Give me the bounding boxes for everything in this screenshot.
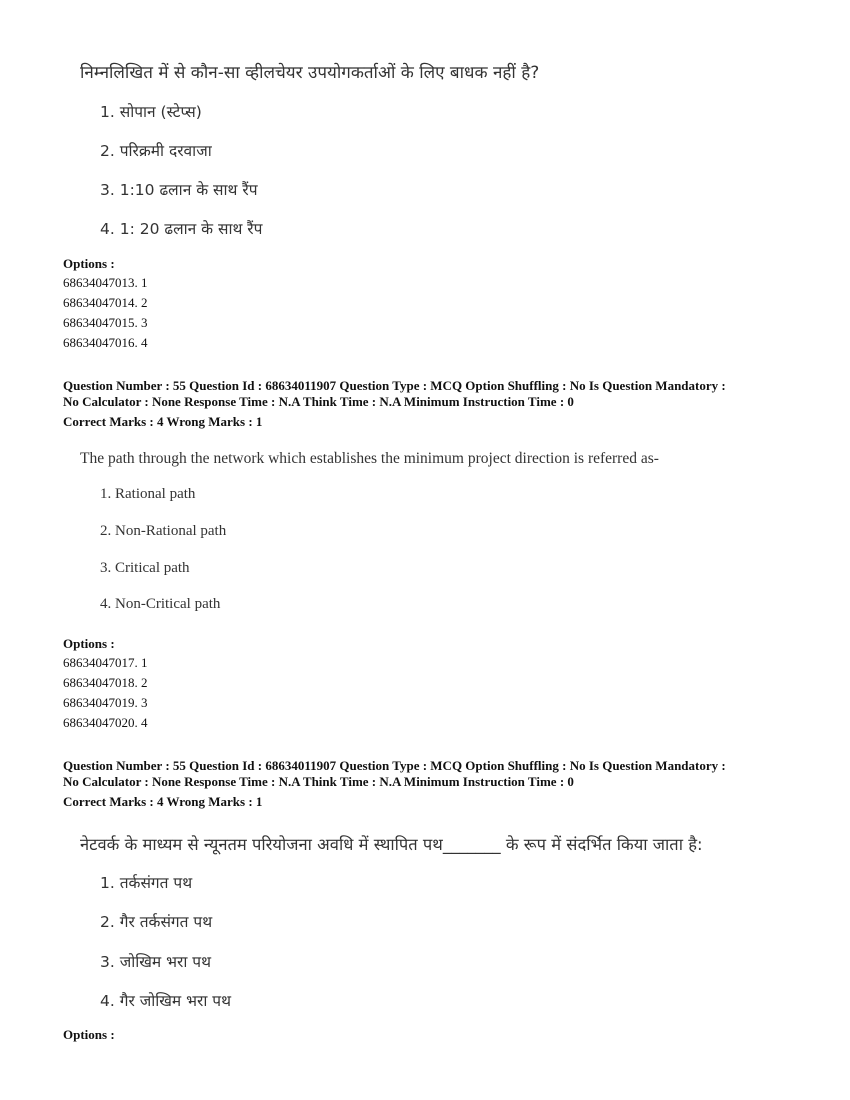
question-meta-line-1b: Question Number : 55 Question Id : 68634011907 Question Type : MCQ Option Shuffling : No Is Question Mandatory : [63,758,726,773]
option-id-8: 68634047020. 4 [63,715,148,730]
options-heading-3: Options : [63,1027,115,1042]
question-meta-line-2b: No Calculator : None Response Time : N.A Think Time : N.A Minimum Instruction Time : 0 [63,774,574,789]
question-3-option-4: 4. गैर जोखिम भरा पथ [100,992,231,1010]
question-3-option-1: 1. तर्कसंगत पथ [100,874,193,892]
option-id-4: 68634047016. 4 [63,335,148,350]
question-2-option-3: 3. Critical path [100,560,190,576]
question-3-option-2: 2. गैर तर्कसंगत पथ [100,913,213,931]
question-meta-line-1: Question Number : 55 Question Id : 68634011907 Question Type : MCQ Option Shuffling : No Is Question Mandatory : [63,378,726,393]
question-1-option-2: 2. परिक्रमी दरवाजा [100,142,212,160]
question-3-option-3: 3. जोखिम भरा पथ [100,953,212,971]
option-id-2: 68634047014. 2 [63,295,148,310]
options-heading-1: Options : [63,256,115,271]
question-1-stem: निम्नलिखित में से कौन-सा व्हीलचेयर उपयोगकर्ताओं के लिए बाधक नहीं है? [80,63,540,83]
option-id-1: 68634047013. 1 [63,275,148,290]
question-2-option-2: 2. Non-Rational path [100,523,227,539]
question-1-option-4: 4. 1: 20 ढलान के साथ रैंप [100,220,263,238]
question-2-stem: The path through the network which establishes the minimum project direction is referred as- [80,450,659,467]
question-1-option-1: 1. सोपान (स्टेप्स) [100,103,202,121]
option-id-7: 68634047019. 3 [63,695,148,710]
option-id-3: 68634047015. 3 [63,315,148,330]
question-marks-b: Correct Marks : 4 Wrong Marks : 1 [63,794,263,809]
option-id-5: 68634047017. 1 [63,655,148,670]
options-heading-2: Options : [63,636,115,651]
question-marks: Correct Marks : 4 Wrong Marks : 1 [63,414,263,429]
question-2-option-1: 1. Rational path [100,486,196,502]
question-3-stem: नेटवर्क के माध्यम से न्यूनतम परियोजना अवधि में स्थापित पथ_______ के रूप में संदर्भित किया जाता है: [80,835,703,854]
option-id-6: 68634047018. 2 [63,675,148,690]
question-2-option-4: 4. Non-Critical path [100,596,221,612]
question-1-option-3: 3. 1:10 ढलान के साथ रैंप [100,181,258,199]
question-meta-line-2: No Calculator : None Response Time : N.A Think Time : N.A Minimum Instruction Time : 0 [63,394,574,409]
